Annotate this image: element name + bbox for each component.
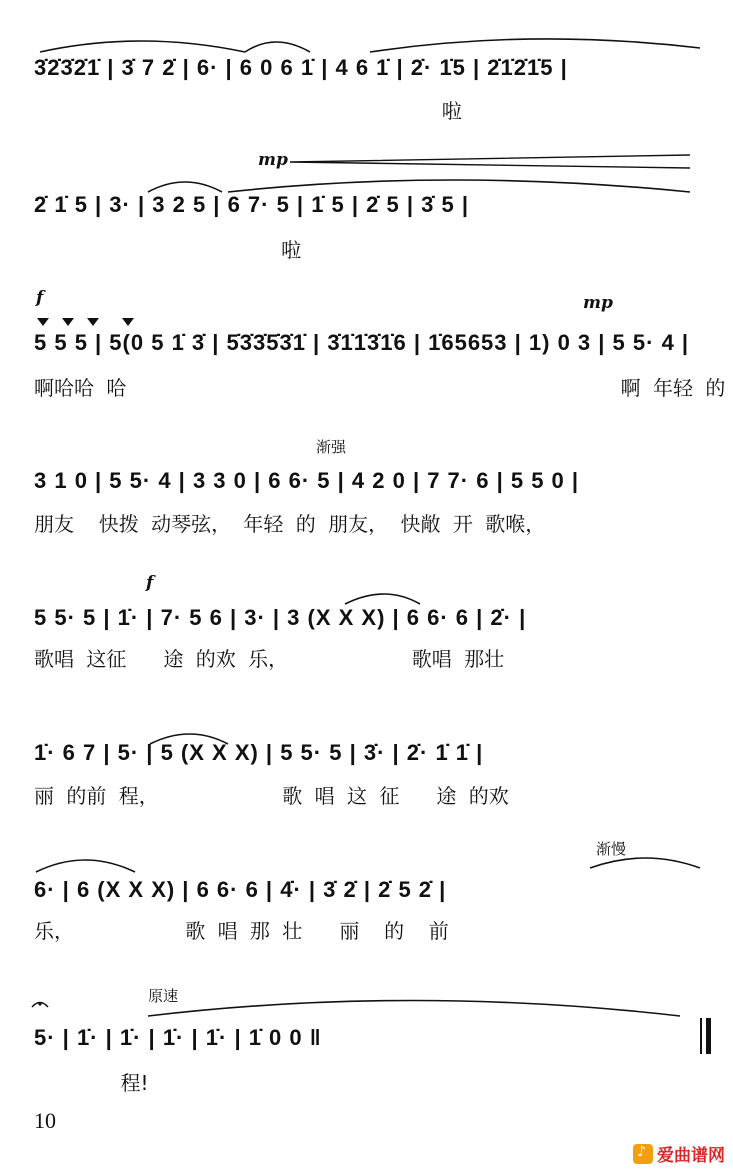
dynamic-f-1: f (36, 288, 44, 308)
lyrics-line: 乐， 歌 唱 那 壮 丽 的 前 (34, 919, 449, 943)
lyrics-line: 啊哈哈 哈 啊 年轻 的 (34, 376, 726, 400)
notation-line: 3̇2̇3̇2̇1̇ | 3̇ 7 2̇ | 6· | 6 0 6 1̇ | 4 6 1̇ | 2̇· 1̇5 | 2̇1̇2̇1̇5 | (34, 55, 568, 80)
notation-line: 1̇· 6 7 | 5· | 5 (X X X) | 5 5· 5 | 3̇· | 2̇· 1̇ 1̇ | (34, 740, 484, 765)
crescendo-cue: 渐强 (316, 438, 347, 456)
dynamic-mp-2: mp (583, 293, 613, 313)
notation-line: 6· | 6 (X X X) | 6 6· 6 | 4̇· | 3̇ 2̇ | 2̇ 5 2̇ | (34, 877, 447, 902)
lyrics-line: 程! (34, 1071, 149, 1095)
notation-line: 5· | 1̇· | 1̇· | 1̇· | 1̇· | 1̇ 0 0 ‖ (34, 1025, 322, 1050)
lyrics-line: 啦 (34, 99, 462, 123)
notation-line: 2̇ 1̇ 5 | 3· | 3 2 5 | 6 7· 5 | 1̇ 5 | 2̇ 5 | 3̇ 5 | (34, 192, 469, 217)
notation-line: 5 5 5 | 5(0 5 1̇ 3̇ | 5̇3̇3̇5̇3̇1̇ | 3̇1̇1̇3̇1̇6 | 1̇65653 | 1) 0 3 | 5 5· 4 | (34, 330, 690, 355)
lyrics-line: 歌唱 这征 途 的欢 乐， 歌唱 那壮 (34, 647, 505, 671)
music-note-icon (633, 1144, 653, 1164)
lyrics-line: 啦 (34, 238, 302, 262)
site-watermark (633, 1141, 725, 1166)
dynamic-mp-1: mp (258, 150, 288, 170)
watermark-text: 爱曲谱网 (657, 1146, 725, 1166)
notation-line: 3 1 0 | 5 5· 4 | 3 3 0 | 6 6· 5 | 4 2 0 | 7 7· 6 | 5 5 0 | (34, 468, 580, 493)
lyrics-line: 朋友 快拨 动琴弦， 年轻 的 朋友， 快敞 开 歌喉， (34, 512, 546, 536)
notation-line: 5 5· 5 | 1̇· | 7· 5 6 | 3· | 3 (X X X) | 6 6· 6 | 2̇· | (34, 605, 527, 630)
page-number: 10 (34, 1108, 56, 1133)
lyrics-line: 丽 的前 程， 歌 唱 这 征 途 的欢 (34, 784, 509, 808)
ritardando-cue: 渐慢 (596, 840, 627, 858)
dynamic-f-2: f (146, 573, 154, 593)
a-tempo-cue: 原速 (148, 987, 179, 1005)
